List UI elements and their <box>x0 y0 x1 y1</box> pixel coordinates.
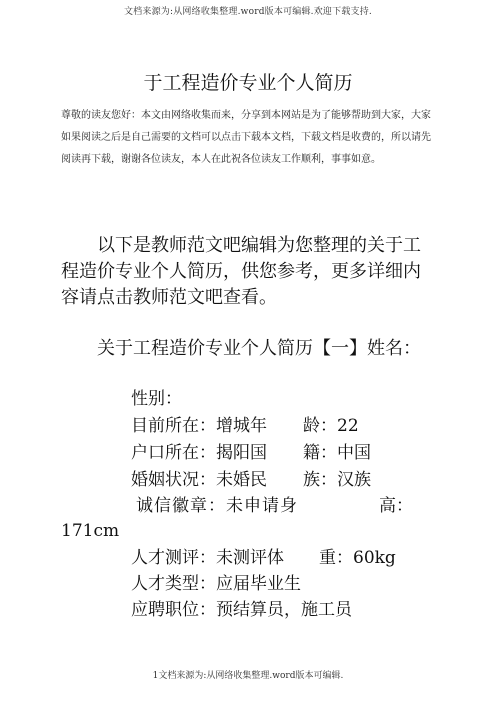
intro-paragraph: 以下是教师范文吧编辑为您整理的关于工程造价专业个人简历，供您参考，更多详细内容请点击教师范文吧查看。 <box>61 235 421 308</box>
resume-row-hukou-nationality <box>131 441 371 465</box>
document-title: 于工程造价专业个人简历 <box>143 72 353 94</box>
resume-row-assessment-weight <box>131 546 396 570</box>
resume-row-marital-ethnicity <box>131 468 371 492</box>
field-left: 人才测评：未测评体 <box>131 548 284 568</box>
section-heading: 关于工程造价专业个人简历【一】姓名： <box>97 338 421 359</box>
page-header-note: 文档来源为:从网络收集整理.word版本可编辑.欢迎下载支持. <box>123 7 372 17</box>
field-left: 户口所在：揭阳国 <box>131 443 267 463</box>
field-label: 应聘职位：预结算员，施工员 <box>131 600 352 620</box>
field-right: 高： <box>379 496 413 516</box>
field-left: 诚信徽章：未申请身 <box>136 496 298 516</box>
resume-row-position <box>131 598 352 622</box>
page-footer-note: 1文档来源为:从网络收集整理.word版本可编辑. <box>152 671 344 681</box>
resume-row-gender <box>131 387 182 411</box>
resume-row-height-value <box>61 519 119 543</box>
field-right: 族：汉族 <box>303 470 371 490</box>
field-right: 龄：22 <box>303 416 359 436</box>
field-value: 171cm <box>61 521 120 541</box>
field-label: 人才类型：应届毕业生 <box>131 574 301 594</box>
resume-row-location-age <box>131 414 359 438</box>
resume-row-talent-type <box>131 572 301 596</box>
field-label: 性别： <box>131 389 182 409</box>
reader-notice: 尊敬的读友您好：本文由网络收集而来，分享到本网站是为了能够帮助到大家，大家如果阅读之后是自己需要的文档可以点击下载本文档，下载文档是收费的，所以请先阅读再下载，谢谢各位读友，本人在此祝各位读友工作顺利，事事如意。 <box>61 110 431 165</box>
field-right: 重：60kg <box>319 548 396 568</box>
resume-row-badge-height <box>136 494 413 518</box>
field-right: 籍：中国 <box>303 443 371 463</box>
field-left: 婚姻状况：未婚民 <box>131 470 267 490</box>
field-left: 目前所在：增城年 <box>131 416 267 436</box>
